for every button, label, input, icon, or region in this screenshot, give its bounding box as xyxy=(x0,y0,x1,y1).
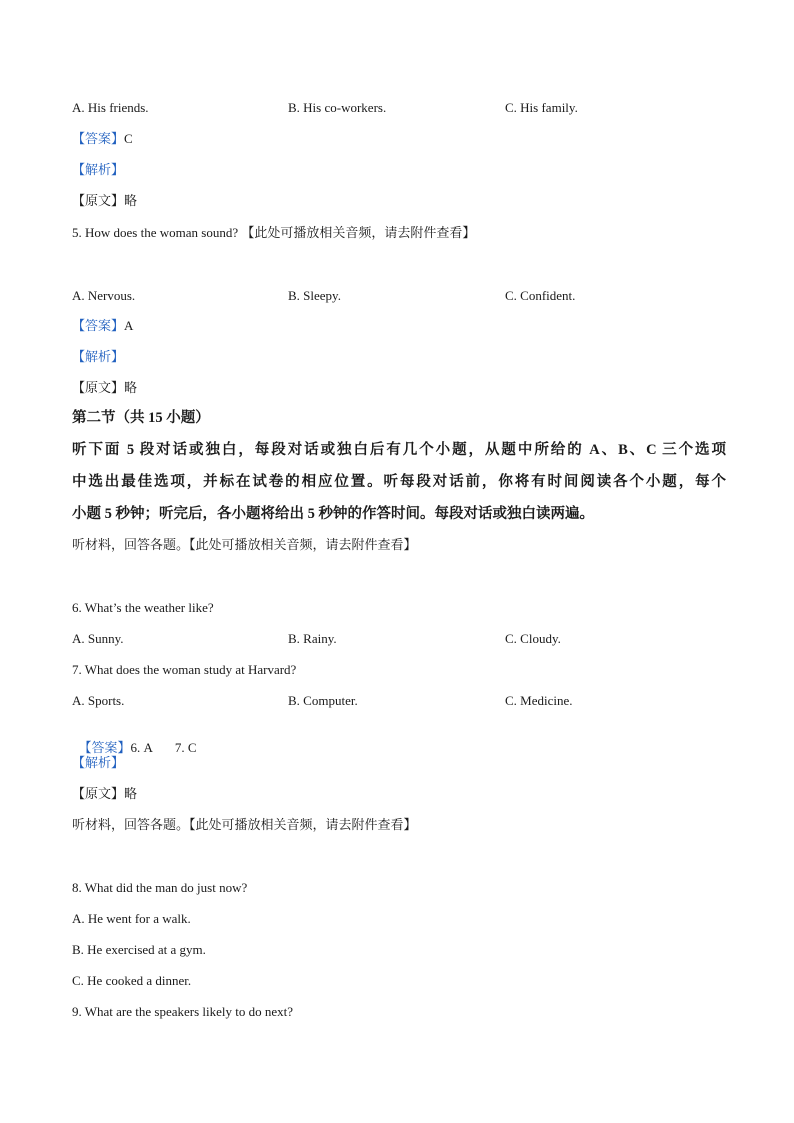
q8-option-b: B. He exercised at a gym. xyxy=(72,942,206,957)
source-tag: 【原文】 xyxy=(72,193,125,208)
q8-option-c: C. He cooked a dinner. xyxy=(72,973,192,988)
q9-question: 9. What are the speakers likely to do next? xyxy=(72,1004,294,1019)
q6-option-b: B. Rainy. xyxy=(288,631,337,646)
analysis-tag: 【解析】 xyxy=(72,349,125,364)
q7-option-a: A. Sports. xyxy=(72,693,125,708)
instructions-line: 听下面 5 段对话或独白，每段对话或独白后有几个小题，从题中所给的 A、B、C 三个选项 xyxy=(72,442,726,458)
answer-tag: 【答案】 xyxy=(78,740,131,755)
group1-answer xyxy=(72,724,197,756)
source-value: 略 xyxy=(124,380,138,395)
group2-prompt: 听材料，回答各题。【此处可播放相关音频，请去附件查看】 xyxy=(72,817,417,832)
group1-source xyxy=(72,786,137,802)
section-heading: 第二节（共 15 小题） xyxy=(72,410,210,426)
q5-answer xyxy=(72,318,133,334)
q8-question: 8. What did the man do just now? xyxy=(72,880,248,895)
q4-option-c: C. His family. xyxy=(505,100,578,115)
q6-option-a: A. Sunny. xyxy=(72,631,124,646)
instructions-line: 小题 5 秒钟；听完后，各小题将给出 5 秒钟的作答时间。每段对话或独白读两遍。 xyxy=(72,506,594,522)
q4-option-b: B. His co-workers. xyxy=(288,100,387,115)
section-instructions xyxy=(72,434,726,530)
answer-value: 6. A 7. C xyxy=(130,740,197,755)
q4-option-a: A. His friends. xyxy=(72,100,149,115)
q5-option-b: B. Sleepy. xyxy=(288,288,341,303)
q7-question: 7. What does the woman study at Harvard? xyxy=(72,662,297,677)
source-tag: 【原文】 xyxy=(72,786,125,801)
q5-option-c: C. Confident. xyxy=(505,288,576,303)
q4-source xyxy=(72,193,137,209)
analysis-tag: 【解析】 xyxy=(72,755,125,770)
answer-value: A xyxy=(124,318,134,333)
q5-question: 5. How does the woman sound? 【此处可播放相关音频，请去附件查看】 xyxy=(72,225,476,240)
q4-answer xyxy=(72,131,133,147)
group1-analysis xyxy=(72,755,124,771)
source-tag: 【原文】 xyxy=(72,380,125,395)
q5-source xyxy=(72,380,137,396)
q7-option-b: B. Computer. xyxy=(288,693,358,708)
q8-option-a: A. He went for a walk. xyxy=(72,911,191,926)
q6-question: 6. What’s the weather like? xyxy=(72,600,214,615)
answer-value: C xyxy=(124,131,133,146)
instructions-line: 中选出最佳选项，并标在试卷的相应位置。听每段对话前，你将有时间阅读各个小题，每个 xyxy=(72,474,726,490)
source-value: 略 xyxy=(124,193,138,208)
source-value: 略 xyxy=(124,786,138,801)
q4-analysis xyxy=(72,162,124,178)
answer-tag: 【答案】 xyxy=(72,318,125,333)
q6-option-c: C. Cloudy. xyxy=(505,631,561,646)
q5-analysis xyxy=(72,349,124,365)
q7-option-c: C. Medicine. xyxy=(505,693,573,708)
q5-option-a: A. Nervous. xyxy=(72,288,136,303)
group1-prompt: 听材料，回答各题。【此处可播放相关音频，请去附件查看】 xyxy=(72,537,417,552)
analysis-tag: 【解析】 xyxy=(72,162,125,177)
answer-tag: 【答案】 xyxy=(72,131,125,146)
